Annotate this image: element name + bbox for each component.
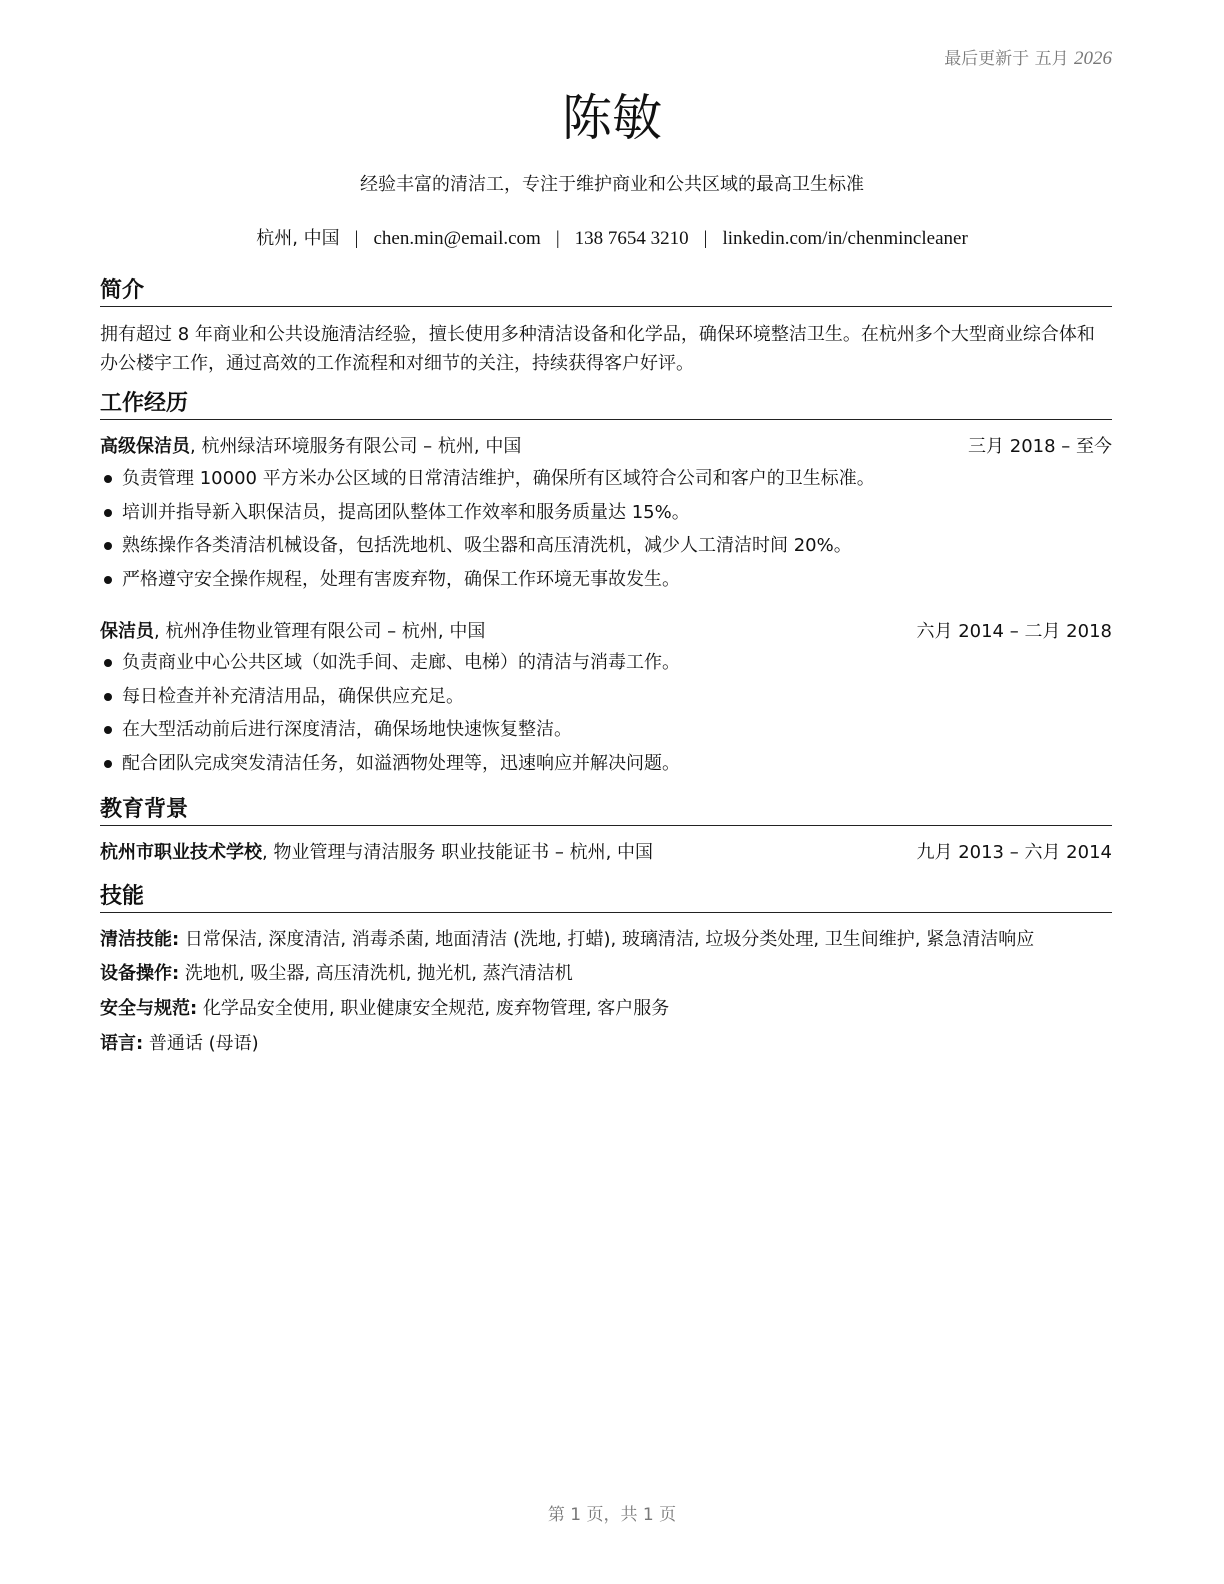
job-dates: 六月 2014 – 二月 2018: [916, 621, 1112, 642]
job-bullets: [100, 646, 1112, 780]
bullet-icon: [104, 475, 112, 483]
list-item: [100, 646, 1112, 680]
bullet-text: 配合团队完成突发清洁任务，如溢洒物处理等，迅速响应并解决问题。: [122, 752, 680, 774]
school-name: 杭州市职业技术学校: [100, 842, 262, 863]
candidate-name: 陈敏: [562, 89, 662, 147]
separator: |: [555, 228, 560, 249]
list-item: [100, 713, 1112, 747]
contact-phone: 138 7654 3210: [574, 228, 689, 249]
bullet-icon: [104, 509, 112, 517]
separator: |: [354, 228, 359, 249]
bullet-icon: [104, 659, 112, 667]
list-item: [100, 680, 1112, 714]
skill-label: 语言:: [100, 1033, 144, 1054]
list-item: [100, 462, 1112, 496]
tagline: 经验丰富的清洁工，专注于维护商业和公共区域的最高卫生标准: [360, 174, 864, 195]
job-header: [100, 432, 1112, 462]
skill-label: 设备操作:: [100, 963, 180, 984]
contact-location: 杭州, 中国: [256, 228, 340, 249]
bullet-icon: [104, 542, 112, 550]
education-detail: , 物业管理与清洁服务 职业技能证书 – 杭州, 中国: [262, 842, 654, 863]
job-role: 保洁员: [100, 621, 154, 642]
section-title-summary: 简介: [100, 276, 1112, 307]
list-item: [100, 529, 1112, 563]
skill-line: [100, 959, 1112, 989]
skill-value: 日常保洁, 深度清洁, 消毒杀菌, 地面清洁 (洗地, 打蜡), 玻璃清洁, 垃圾分类处理, 卫生间维护, 紧急清洁响应: [179, 929, 1035, 950]
job-dates: 三月 2018 – 至今: [968, 436, 1112, 457]
skill-line: [100, 925, 1112, 955]
list-item: [100, 563, 1112, 597]
last-updated: [944, 44, 1112, 70]
summary-text: 拥有超过 8 年商业和公共设施清洁经验，擅长使用多种清洁设备和化学品，确保环境整洁卫生。在杭州多个大型商业综合体和办公楼宇工作，通过高效的工作流程和对细节的关注，持续获得客户好评。: [100, 324, 1095, 374]
bullet-text: 在大型活动前后进行深度清洁，确保场地快速恢复整洁。: [122, 719, 572, 740]
contact-linkedin[interactable]: linkedin.com/in/chenmincleaner: [722, 228, 968, 249]
bullet-text: 每日检查并补充清洁用品，确保供应充足。: [122, 685, 464, 707]
bullet-text: 负责管理 10000 平方米办公区域的日常清洁维护，确保所有区域符合公司和客户的卫生标准。: [122, 468, 875, 489]
skill-value: 化学品安全使用, 职业健康安全规范, 废弃物管理, 客户服务: [197, 998, 670, 1019]
job-role: 高级保洁员: [100, 436, 190, 457]
bullet-text: 严格遵守安全操作规程，处理有害废弃物，确保工作环境无事故发生。: [122, 568, 680, 590]
bullet-text: 熟练操作各类清洁机械设备，包括洗地机、吸尘器和高压清洗机，减少人工清洁时间 20%。: [122, 535, 852, 556]
skill-line: [100, 994, 1112, 1024]
section-title-education: 教育背景: [100, 795, 1112, 826]
list-item: [100, 747, 1112, 781]
contact-email[interactable]: chen.min@email.com: [373, 228, 541, 249]
skill-value: 洗地机, 吸尘器, 高压清洗机, 抛光机, 蒸汽清洁机: [179, 963, 573, 984]
section-title-skills: 技能: [100, 882, 1112, 913]
section-title-experience: 工作经历: [100, 389, 1112, 420]
education-dates: 九月 2013 – 六月 2014: [916, 842, 1112, 863]
bullet-icon: [104, 726, 112, 734]
job-bullets: [100, 462, 1112, 596]
last-updated-prefix: 最后更新于 五月: [944, 49, 1069, 69]
bullet-icon: [104, 576, 112, 584]
job-header: [100, 617, 1112, 647]
last-updated-year: 2026: [1074, 48, 1112, 69]
job-org: , 杭州绿洁环境服务有限公司 – 杭州, 中国: [190, 436, 522, 457]
bullet-text: 培训并指导新入职保洁员，提高团队整体工作效率和服务质量达 15%。: [122, 501, 690, 523]
bullet-icon: [104, 693, 112, 701]
skill-value: 普通话 (母语): [143, 1033, 259, 1054]
list-item: [100, 496, 1112, 530]
page-footer: 第 1 页，共 1 页: [547, 1505, 677, 1525]
skill-line: [100, 1029, 1112, 1059]
bullet-text: 负责商业中心公共区域（如洗手间、走廊、电梯）的清洁与消毒工作。: [122, 652, 680, 673]
skill-label: 安全与规范:: [100, 998, 198, 1019]
separator: |: [703, 228, 708, 249]
job-org: , 杭州净佳物业管理有限公司 – 杭州, 中国: [154, 621, 486, 642]
contact-line: [0, 224, 1224, 250]
skill-label: 清洁技能:: [100, 929, 180, 950]
bullet-icon: [104, 760, 112, 768]
education-entry: [100, 838, 1112, 868]
